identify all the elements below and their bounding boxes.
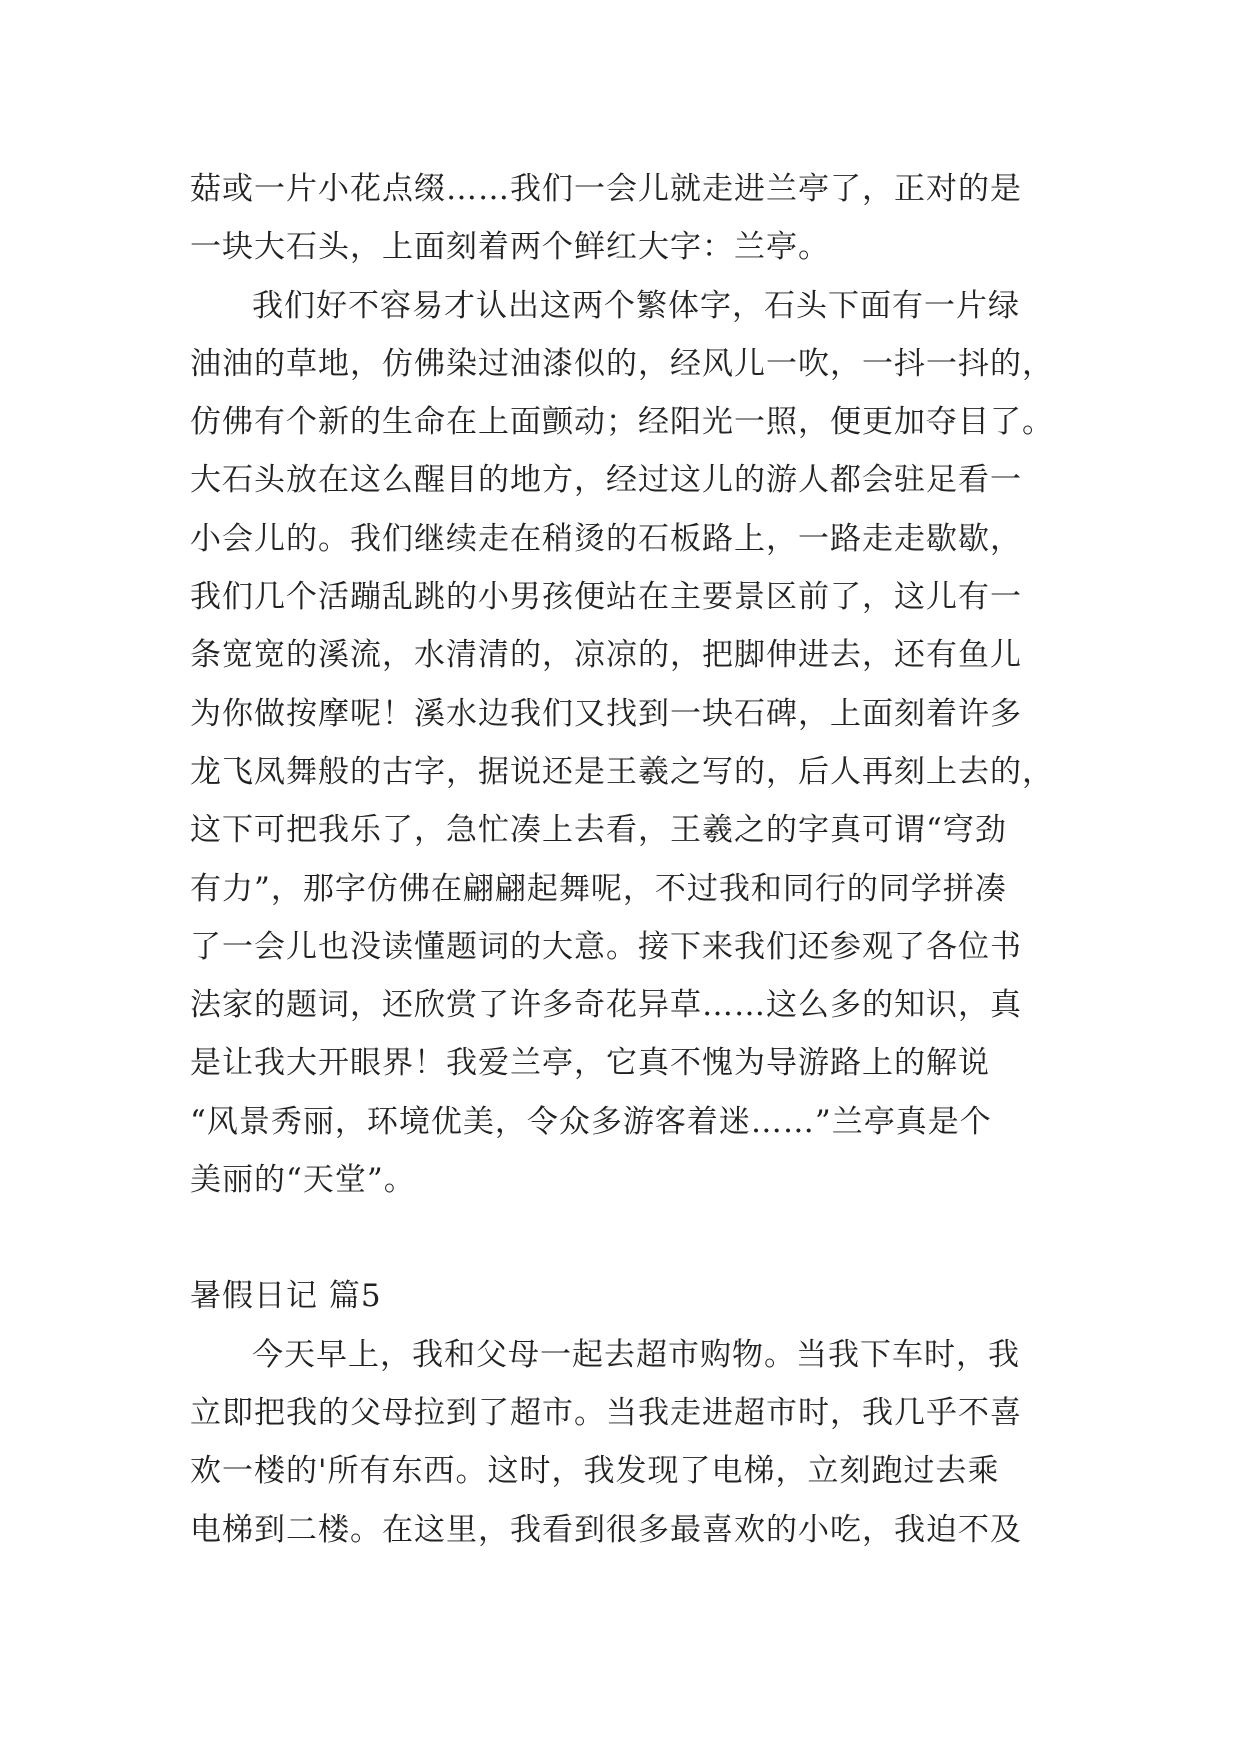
text-line: 电梯到二楼。在这里，我看到很多最喜欢的小吃，我迫不及 [190, 1511, 1022, 1548]
text-line: 小会儿的。我们继续走在稍烫的石板路上，一路走走歇歇， [190, 520, 1022, 557]
text-line: 龙飞凤舞般的古字，据说还是王羲之写的，后人再刻上去的， [190, 753, 1054, 790]
text-line: 我们几个活蹦乱跳的小男孩便站在主要景区前了，这儿有一 [190, 579, 1022, 616]
text-line: 美丽的“天堂”。 [190, 1162, 416, 1199]
text-line: “风景秀丽，环境优美，令众多游客着迷……”兰亭真是个 [190, 1103, 992, 1140]
text-line: 法家的题词，还欣赏了许多奇花异草……这么多的知识，真 [190, 987, 1022, 1024]
section-spacer [190, 1209, 1050, 1267]
text-line: 一块大石头，上面刻着两个鲜红大字：兰亭。 [190, 229, 830, 266]
text-line: 了一会儿也没读懂题词的大意。接下来我们还参观了各位书 [190, 928, 1022, 965]
text-line: 这下可把我乐了，急忙凑上去看，王羲之的字真可谓“穹劲 [190, 812, 1007, 849]
section-heading: 暑假日记 篇5 [190, 1278, 382, 1315]
text-line: 仿佛有个新的生命在上面颤动；经阳光一照，便更加夺目了。 [190, 404, 1054, 441]
text-line: 为你做按摩呢！溪水边我们又找到一块石碑，上面刻着许多 [190, 695, 1022, 732]
text-line: 油油的草地，仿佛染过油漆似的，经风儿一吹，一抖一抖的， [190, 345, 1054, 382]
text-line: 条宽宽的溪流，水清清的，凉凉的，把脚伸进去，还有鱼儿 [190, 637, 1022, 674]
text-line: 大石头放在这么醒目的地方，经过这儿的游人都会驻足看一 [190, 462, 1022, 499]
text-line: 有力”，那字仿佛在翩翩起舞呢，不过我和同行的同学拼凑 [190, 870, 1007, 907]
text-line: 菇或一片小花点缀……我们一会儿就走进兰亭了，正对的是 [190, 171, 1022, 207]
paragraph-supermarket [190, 1326, 1050, 1559]
text-line: 今天早上，我和父母一起去超市购物。当我下车时，我 [252, 1336, 1020, 1373]
text-line: 我们好不容易才认出这两个繁体字，石头下面有一片绿 [252, 287, 1020, 324]
paragraph-lanting [190, 277, 1054, 1210]
text-line: 欢一楼的'所有东西。这时，我发现了电梯，立刻跑过去乘 [190, 1453, 1000, 1490]
paragraph-continuation [190, 160, 1050, 277]
document-body [190, 160, 1054, 1559]
text-line: 立即把我的父母拉到了超市。当我走进超市时，我几乎不喜 [190, 1394, 1022, 1431]
text-line: 是让我大开眼界！我爱兰亭，它真不愧为导游路上的解说 [190, 1045, 990, 1082]
